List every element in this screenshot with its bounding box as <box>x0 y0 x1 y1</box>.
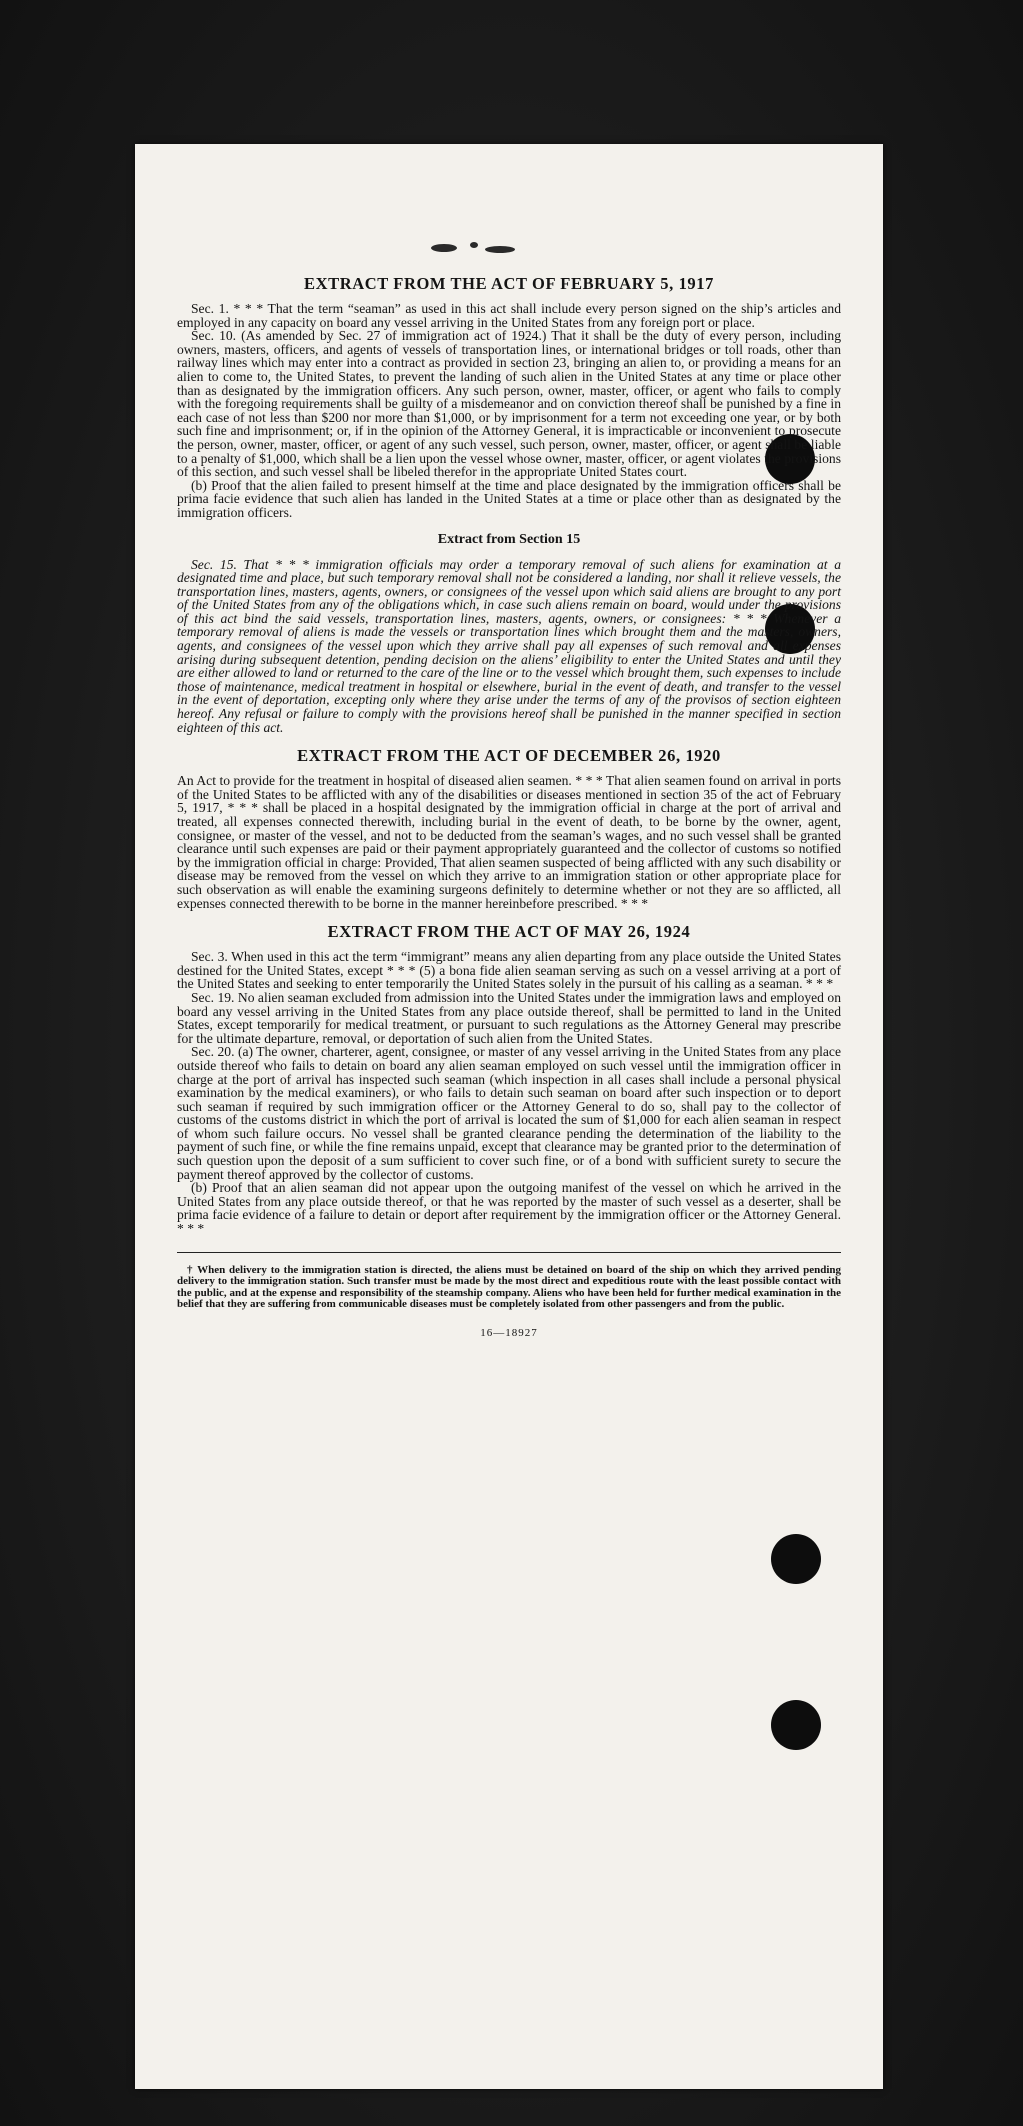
ink-smudge <box>485 246 515 253</box>
paragraph-1917-sec1: Sec. 1. * * * That the term “seaman” as used in this act shall include every person signed on the ship’s articles and employed in any capacity on board any vessel arriving in the United States from any foreign port or place. <box>177 301 841 330</box>
paragraph-1924-sec3: Sec. 3. When used in this act the term “immigrant” means any alien departing from any place outside the United States destined for the United States, except * * * (5) a bona fide alien seaman serving as such on a vessel arriving at a port of the United States and seeking to enter temporarily the United States solely in the pursuit of his calling as a seaman. * * * <box>177 949 841 992</box>
heading-act-1924: EXTRACT FROM THE ACT OF MAY 26, 1924 <box>327 922 691 942</box>
paragraph-1924-sec20: Sec. 20. (a) The owner, charterer, agent, consignee, or master of any vessel arriving in the United States from any place outside thereof who fails to detain on board any alien seaman employed on such vessel until the immigration officer in charge at the port of arrival has inspected such seaman (which inspection in all cases shall include a personal physical examination by the medical examiners), or who fails to detain such seaman on board after such inspection or to deport such seaman if required by such immigration officer or the Attorney General to do so, shall pay to the collector of customs of the customs district in which the port of arrival is located the sum of $1,000 for each alien seaman in respect of whom such failure occurs. No vessel shall be granted clearance pending the determination of the liability to the payment of such fine, or while the fine remains unpaid, except that clearance may be granted prior to the determination of such question upon the deposit of a sum sufficient to cover such fine, or of a bond with sufficient surety to secure the payment thereof approved by the collector of customs. <box>177 1044 841 1182</box>
paragraph-1917-b: (b) Proof that the alien failed to present himself at the time and place designated by the immigration officers shall be prima facie evidence that such alien has landed in the United States at a time or place other than as designated by the immigration officers. <box>177 477 841 520</box>
heading-act-1920: EXTRACT FROM THE ACT OF DECEMBER 26, 1920 <box>297 746 721 766</box>
heading-act-1917: EXTRACT FROM THE ACT OF FEBRUARY 5, 1917 <box>304 274 714 293</box>
paragraph-1924-b: (b) Proof that an alien seaman did not appear upon the outgoing manifest of the vessel on which he arrived in the United States from any place outside thereof, or that he was reported by the master of such vessel as a deserter, shall be prima facie evidence of a failure to detain or deport after requirement by the immigration officer or the Attorney General. * * * <box>177 1180 841 1237</box>
paragraph-1920: An Act to provide for the treatment in hospital of diseased alien seamen. * * * That alien seamen found on arrival in ports of the United States to be afflicted with any of the disabilities or diseases mentioned in section 35 of the act of February 5, 1917, * * * shall be placed in a hospital designated by the immigration official in charge at the port of arrival and treated, all expenses connected therewith, including burial in the event of death, to be borne by the owner, agent, consignee, or master of the vessel, and not to be deducted from the seaman’s wages, and no such vessel shall be granted clearance until such expenses are paid or their payment appropriately guaranteed and the collector of customs so notified by the immigration official in charge: Provided, That alien seamen suspected of being afflicted with any such disability or disease may be removed from the vessel on which they arrive to an immigration station or other appropriate place for such observation as will enable the examining surgeons definitely to determine whether or not they are so afflicted, all expenses connected therewith to be borne in the manner hereinbefore prescribed. * * * <box>177 773 841 911</box>
ink-smudge <box>470 242 478 248</box>
document-page <box>135 144 883 2089</box>
paragraph-sec15: Sec. 15. That * * * immigration officials may order a temporary removal of such aliens for examination at a designated time and place, but such temporary removal shall not be considered a landing, nor shall it relieve vessels, the transportation lines, masters, agents, owners, or consignees of the vessel upon which said aliens are brought to any port of the United States from any of the obligations which, in case such aliens remain on board, would under the provisions of this act bind the said vessels, transportation lines, masters, agents, owners, or consignees: * * * Whenever a temporary removal of aliens is made the vessels or transportation lines which brought them and the masters, owners, agents, and consignees of the vessel upon which they arrive shall pay all expenses of such removal and all expenses arising during subsequent detention, pending decision on the aliens’ eligibility to enter the United States and until they are either allowed to land or returned to the care of the line or to the vessel which brought them, such expenses to include those of maintenance, medical treatment in hospital or elsewhere, burial in the event of death, and transfer to the vessel in the event of deportation, excepting only where they arise under the terms of any of the provisos of section eighteen hereof. Any refusal or failure to comply with the provisions hereof shall be punished in the manner specified in section eighteen of this act. <box>177 556 841 735</box>
heading-section-15: Extract from Section 15 <box>437 531 581 547</box>
document-body <box>177 274 841 1339</box>
ink-smudge <box>431 244 457 252</box>
footnote-divider <box>177 1252 841 1253</box>
punch-hole <box>771 1534 821 1584</box>
footnote: † When delivery to the immigration station is directed, the aliens must be detained on board of the ship on which they arrived pending delivery to the immigration station. Such transfer must be made by the most direct and expeditious route with the least possible contact with the public, and at the expense and responsibility of the steamship company. Aliens who have been held for further medical examination in the belief that they are suffering from communicable diseases must be completely isolated from other passengers and from the public. <box>177 1263 841 1311</box>
paragraph-1917-sec10: Sec. 10. (As amended by Sec. 27 of immigration act of 1924.) That it shall be the duty of every person, including owners, masters, officers, and agents of vessels of transportation lines, or international bridges or toll roads, other than railway lines which may enter into a contract as provided in section 23, bringing an alien to, or providing a means for an alien to come to, the United States, to prevent the landing of such alien in the United States at any time or place other than as designated by the immigration officers. Any such person, owner, master, officer, or agent who fails to comply with the foregoing requirements shall be guilty of a misdemeanor and on conviction thereof shall be punished by a fine in each case of not less than $200 nor more than $1,000, or by imprisonment for a term not exceeding one year, or by both such fine and imprisonment; or, if in the opinion of the Attorney General, it is impracticable or inconvenient to prosecute the person, owner, master, officer, or agent of any such vessel, such person, owner, master, officer, or agent shall be liable to a penalty of $1,000, which shall be a lien upon the vessel whose owner, master, officer, or agent violates the provisions of this section, and such vessel shall be libeled therefor in the appropriate United States court. <box>177 328 841 480</box>
punch-hole <box>771 1700 821 1750</box>
page-number: 16—18927 <box>480 1326 538 1339</box>
paragraph-1924-sec19: Sec. 19. No alien seaman excluded from admission into the United States under the immigration laws and employed on board any vessel arriving in the United States from any place outside thereof, shall be permitted to land in the United States, except temporarily for medical treatment, or pursuant to such regulations as the Attorney General may prescribe for the ultimate departure, removal, or deportation of such alien from the United States. <box>177 989 841 1046</box>
